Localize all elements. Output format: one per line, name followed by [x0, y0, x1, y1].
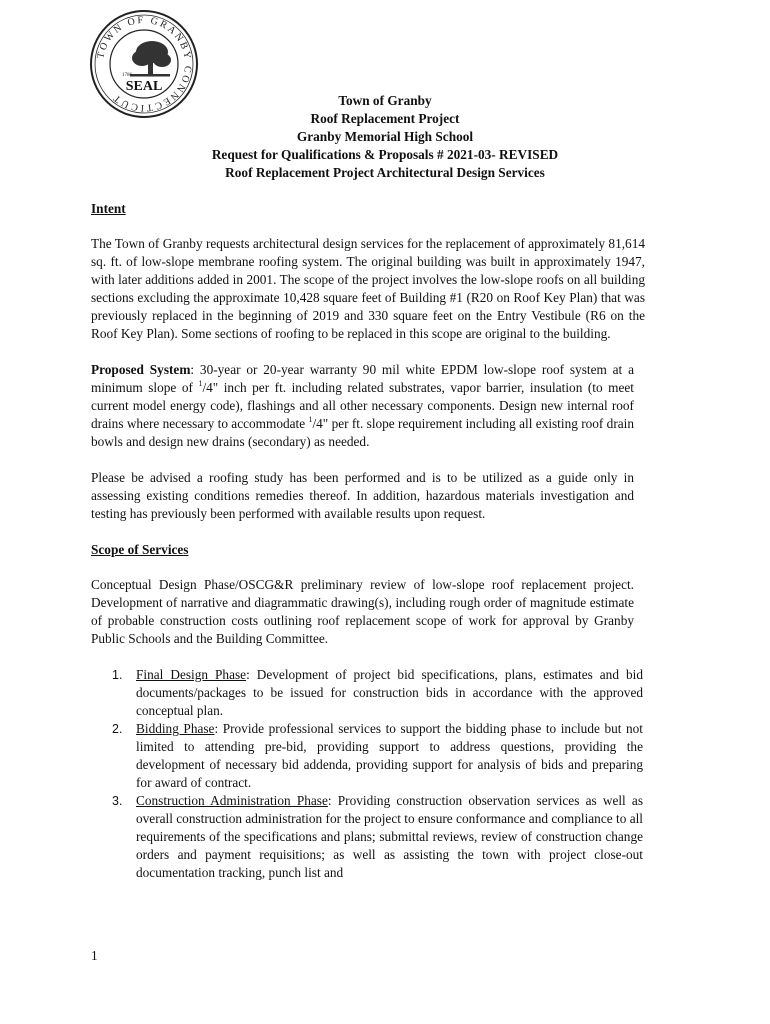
list-item-text: : Development of project bid specifications, plans, estimates and bid documents/packages to be issued for construction bids in accordance with the approved conceptual plan.: [136, 667, 643, 718]
list-item-text: : Providing construction observation services as well as overall construction administration for the project to ensure conformance and compliance to all requirements of the specifications and plans; submittal reviews, review of construction change orders and payment requisitions; as well as assisting the town with project close-out documentation tracking, punch list and: [136, 793, 643, 880]
intent-paragraph: The Town of Granby requests architectural design services for the replacement of approximately 81,614 sq. ft. of low-slope membrane roofing system. The original building was built in approximately 1947, with later additions added in 2001. The scope of the project involves the low-slope roofs on all building sections excluding the approximate 10,428 square feet of Building #1 (R20 on Roof Key Plan) that was previously replaced in the beginning of 2019 and 330 square feet on the Entry Vestibule (R6 on the Roof Key Plan). Some sections of roofing to be replaced in this scope are original to the building.: [91, 236, 645, 341]
header-school: Granby Memorial High School: [296, 129, 474, 144]
list-item-text: : Provide professional services to support the bidding phase to include but not limited to attending pre-bid, providing support to address questions, providing the development of necessary bid addenda, providing support for analysis of bids and preparing for award of contract.: [136, 721, 643, 790]
header-services: Roof Replacement Project Architectural Design Services: [225, 165, 545, 180]
document-header: [140, 92, 630, 182]
advisory-paragraph: Please be advised a roofing study has been performed and is to be utilized as a guide only in assessing existing conditions remedies thereof. In addition, hazardous materials investigation and testing has previously been performed with available results upon request.: [91, 470, 634, 521]
scope-intro-paragraph: Conceptual Design Phase/OSCG&R preliminary review of low-slope roof replacement project. Development of narrative and diagrammatic drawing(s), including rough order of magnitude estimate of probable construction costs outlining roof replacement scope of work for approval by Granby Public Schools and the Building Committee.: [91, 577, 634, 646]
proposed-system-paragraph: [91, 361, 634, 451]
list-item: [91, 720, 643, 792]
scope-phase-list: [91, 666, 643, 882]
list-item: [91, 792, 643, 882]
header-town: Town of Granby: [338, 93, 432, 108]
proposed-system-text-a: : 30-year or 20-year warranty 90 mil white EPDM low-slope roof system at a minimum slope of: [91, 362, 634, 395]
list-item-number: 2.: [112, 722, 123, 736]
list-item-number: 1.: [112, 668, 123, 682]
list-item: [91, 666, 643, 720]
proposed-system-sup2: 1: [308, 415, 313, 424]
list-item-title: Final Design Phase: [136, 667, 247, 682]
header-project: Roof Replacement Project: [310, 111, 460, 126]
list-item-number: 3.: [112, 794, 123, 808]
proposed-system-text-b: /4" inch per ft. including related substrates, vapor barrier, insulation (to meet current model energy code), flashings and all other necessary components. Design new internal roof drains where necessary to accommodate: [91, 380, 634, 431]
svg-text:TOWN OF GRANBY CONNECTICUT: TOWN OF GRANBY CONNECTICUT: [95, 14, 194, 114]
list-item-title: Construction Administration Phase: [136, 793, 328, 808]
list-item-title: Bidding Phase: [136, 721, 215, 736]
page-number: 1: [91, 948, 98, 963]
proposed-system-label: Proposed System: [91, 362, 191, 377]
proposed-system-sup1: 1: [198, 379, 203, 388]
document-body: [91, 200, 645, 882]
seal-label: SEAL: [125, 79, 163, 94]
header-rfq: Request for Qualifications & Proposals # 2021-03- REVISED: [211, 147, 559, 162]
scope-heading: Scope of Services: [91, 542, 189, 557]
seal-year: 1786: [122, 73, 132, 78]
proposed-system-text-c: /4" per ft. slope requirement including all existing roof drain bowls and design new drains (secondary) as needed.: [91, 416, 634, 449]
intent-heading: Intent: [91, 201, 126, 216]
